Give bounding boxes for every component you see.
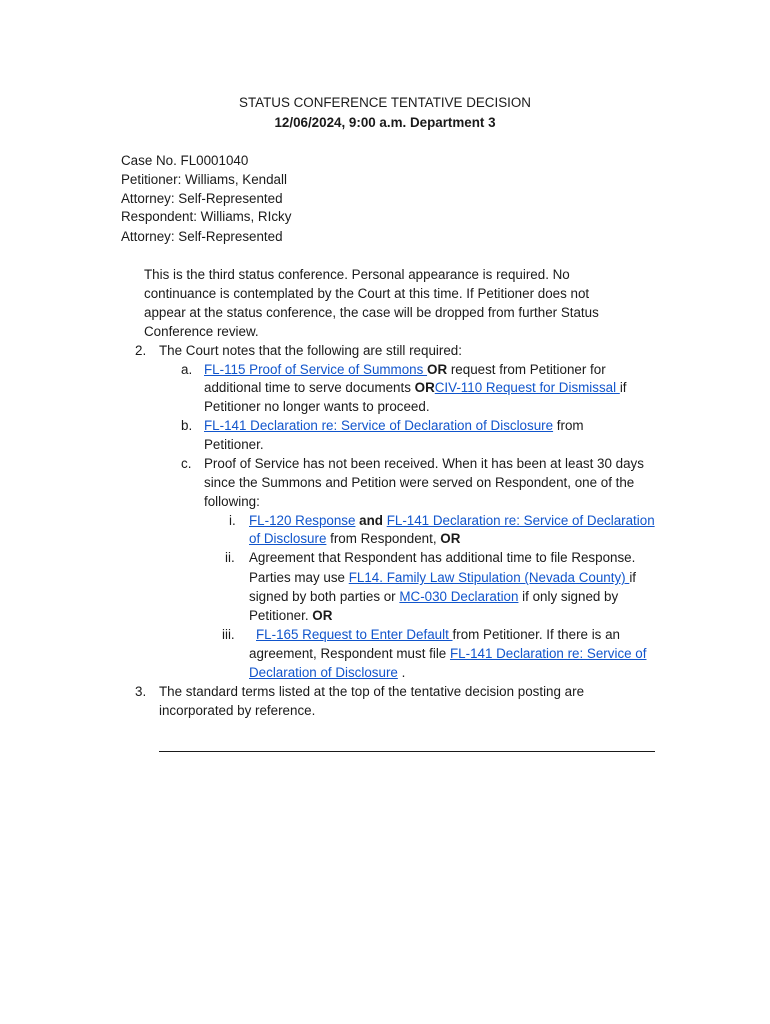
item2ciii-text: agreement, Respondent must file	[249, 646, 450, 661]
item1-line: appear at the status conference, the case will be dropped from further Status	[144, 305, 599, 320]
item2cii-line2	[249, 568, 636, 587]
item2cii-marker: ii.	[225, 550, 235, 565]
item2c-line: since the Summons and Petition were served on Respondent, one of the	[204, 475, 635, 490]
item2ciii-line1	[256, 625, 620, 644]
item2a-line2	[204, 378, 627, 397]
document-title: STATUS CONFERENCE TENTATIVE DECISION	[239, 95, 531, 110]
fl-141-declaration-link[interactable]: FL-141 Declaration re: Service of Declaration of Disclosure	[204, 418, 554, 433]
item1-line: Conference review.	[144, 324, 259, 339]
item2ciii-text: .	[397, 665, 406, 680]
item2b-marker: b.	[181, 418, 193, 433]
item2ci-text: from Respondent,	[326, 531, 441, 546]
fl-141-declaration-link-cont[interactable]: Declaration of Disclosure	[249, 665, 398, 680]
hearing-date-time: 12/06/2024, 9:00 a.m. Department 3	[274, 115, 496, 130]
mc-030-declaration-link[interactable]: MC-030 Declaration	[399, 589, 519, 604]
or-label: OR	[440, 531, 461, 546]
item2cii-line1: Agreement that Respondent has additional time to file Response.	[249, 550, 636, 565]
item3-number: 3.	[135, 684, 147, 699]
item2ci-line1	[249, 511, 655, 530]
item2b-line1	[204, 416, 584, 435]
fl-115-proof-of-service-link[interactable]: FL-115 Proof of Service of Summons	[204, 362, 428, 377]
item2a-text: if	[619, 380, 627, 395]
item2-number: 2.	[135, 343, 147, 358]
item2cii-text: if	[629, 570, 637, 585]
item2cii-text: signed by both parties or	[249, 589, 400, 604]
item2-text: The Court notes that the following are still required:	[159, 343, 462, 358]
fl14-family-law-stipulation-link[interactable]: FL14. Family Law Stipulation (Nevada County)	[348, 570, 630, 585]
and-label: and	[355, 513, 387, 528]
item2cii-line4	[249, 606, 332, 625]
item2c-line: following:	[204, 494, 260, 509]
item3-line2: incorporated by reference.	[159, 703, 316, 718]
fl-120-response-link[interactable]: FL-120 Response	[249, 513, 356, 528]
item3-line1: The standard terms listed at the top of the tentative decision posting are	[159, 684, 585, 699]
item2b-text: from	[553, 418, 584, 433]
item2b-line2: Petitioner.	[204, 437, 264, 452]
or-label: OR	[312, 608, 333, 623]
petitioner-name: Petitioner: Williams, Kendall	[121, 172, 287, 187]
item2a-line3: Petitioner no longer wants to proceed.	[204, 399, 430, 414]
civ-110-request-for-dismissal-link[interactable]: CIV-110 Request for Dismissal	[434, 380, 620, 395]
fl-165-request-to-enter-default-link[interactable]: FL-165 Request to Enter Default	[256, 627, 453, 642]
item2cii-line3	[249, 587, 618, 606]
item2ciii-line3	[249, 663, 405, 682]
or-label: OR	[414, 380, 435, 395]
petitioner-attorney: Attorney: Self-Represented	[121, 191, 283, 206]
item2a-text: request from Petitioner for	[447, 362, 606, 377]
item2ciii-line2	[249, 644, 646, 663]
item2ci-line2	[249, 529, 460, 548]
case-number: Case No. FL0001040	[121, 153, 249, 168]
item2cii-text: Parties may use	[249, 570, 349, 585]
item2ci-marker: i.	[229, 513, 236, 528]
item1-line: continuance is contemplated by the Court at this time. If Petitioner does not	[144, 286, 590, 301]
item2ciii-marker: iii.	[222, 627, 235, 642]
separator-line	[159, 751, 655, 752]
fl-141-declaration-link-cont[interactable]: of Disclosure	[249, 531, 327, 546]
item2a-marker: a.	[181, 362, 193, 377]
fl-141-declaration-link[interactable]: FL-141 Declaration re: Service of	[449, 646, 647, 661]
item2c-line: Proof of Service has not been received. When it has been at least 30 days	[204, 456, 644, 471]
item2cii-text: if only signed by	[518, 589, 619, 604]
item2ciii-text: from Petitioner. If there is an	[452, 627, 620, 642]
item2a-line1	[204, 360, 606, 379]
item2cii-text: Petitioner.	[249, 608, 313, 623]
item2a-text: additional time to serve documents	[204, 380, 415, 395]
respondent-name: Respondent: Williams, RIcky	[121, 209, 292, 224]
item1-line: This is the third status conference. Personal appearance is required. No	[144, 267, 570, 282]
item2c-marker: c.	[181, 456, 192, 471]
respondent-attorney: Attorney: Self-Represented	[121, 229, 283, 244]
or-label: OR	[427, 362, 448, 377]
fl-141-declaration-link[interactable]: FL-141 Declaration re: Service of Declaration	[386, 513, 655, 528]
